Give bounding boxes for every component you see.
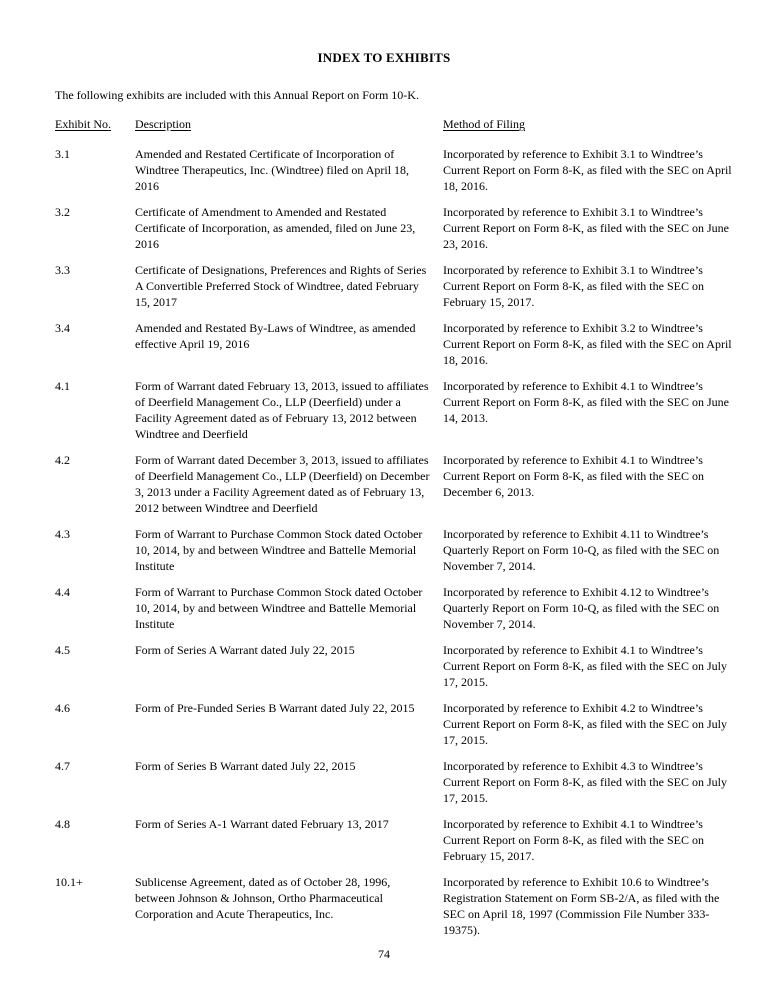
exhibit-row bbox=[55, 204, 735, 252]
exhibit-row bbox=[55, 816, 735, 864]
exhibit-row bbox=[55, 262, 735, 310]
table-header-row bbox=[55, 116, 735, 132]
exhibit-row bbox=[55, 700, 735, 748]
exhibit-method-of-filing: Incorporated by reference to Exhibit 4.1 to Windtree’s Current Report on Form 8-K, as filed with the SEC on June 14, 2013. bbox=[443, 379, 729, 425]
exhibit-description: Form of Series A Warrant dated July 22, 2015 bbox=[135, 643, 355, 657]
exhibit-method-of-filing: Incorporated by reference to Exhibit 3.1 to Windtree’s Current Report on Form 8-K, as filed with the SEC on February 15, 2017. bbox=[443, 263, 704, 309]
exhibit-row bbox=[55, 320, 735, 368]
exhibit-description: Form of Warrant dated December 3, 2013, issued to affiliates of Deerfield Management Co., LLP (Deerfield) on December 3, 2013 under a Facility Agreement dated as of February 13, 2012 between Windtree and Deerfield bbox=[135, 453, 430, 515]
exhibit-table-body bbox=[55, 146, 735, 938]
exhibit-row bbox=[55, 758, 735, 806]
exhibit-description: Form of Pre-Funded Series B Warrant dated July 22, 2015 bbox=[135, 701, 415, 715]
exhibit-method-of-filing: Incorporated by reference to Exhibit 3.1 to Windtree’s Current Report on Form 8-K, as filed with the SEC on June 23, 2016. bbox=[443, 205, 729, 251]
column-header-exhibit-no: Exhibit No. bbox=[55, 117, 111, 131]
exhibit-number: 4.2 bbox=[55, 453, 70, 467]
exhibit-description: Sublicense Agreement, dated as of October 28, 1996, between Johnson & Johnson, Ortho Pharmaceutical Corporation and Acute Therapeutics, Inc. bbox=[135, 875, 391, 921]
exhibit-number: 4.1 bbox=[55, 379, 70, 393]
intro-text: The following exhibits are included with this Annual Report on Form 10-K. bbox=[55, 88, 419, 102]
exhibit-description: Form of Series A-1 Warrant dated February 13, 2017 bbox=[135, 817, 389, 831]
exhibit-row bbox=[55, 642, 735, 690]
exhibit-row bbox=[55, 452, 735, 516]
exhibit-number: 4.7 bbox=[55, 759, 70, 773]
exhibit-number: 3.3 bbox=[55, 263, 70, 277]
exhibit-description: Amended and Restated Certificate of Incorporation of Windtree Therapeutics, Inc. (Windtree) filed on April 18, 2016 bbox=[135, 147, 410, 193]
exhibit-number: 4.3 bbox=[55, 527, 70, 541]
exhibit-method-of-filing: Incorporated by reference to Exhibit 4.12 to Windtree’s Quarterly Report on Form 10-Q, as filed with the SEC on November 7, 2014. bbox=[443, 585, 720, 631]
exhibit-method-of-filing: Incorporated by reference to Exhibit 4.1 to Windtree’s Current Report on Form 8-K, as filed with the SEC on December 6, 2013. bbox=[443, 453, 704, 499]
exhibit-row bbox=[55, 526, 735, 574]
exhibit-description: Amended and Restated By-Laws of Windtree, as amended effective April 19, 2016 bbox=[135, 321, 416, 351]
exhibit-description: Form of Warrant dated February 13, 2013, issued to affiliates of Deerfield Management Co., LLP (Deerfield) under a Facility Agreement dated as of February 13, 2012 between Windtree and Deerfield bbox=[135, 379, 429, 441]
exhibit-row bbox=[55, 584, 735, 632]
page-title: INDEX TO EXHIBITS bbox=[317, 50, 451, 65]
exhibit-description: Form of Series B Warrant dated July 22, 2015 bbox=[135, 759, 356, 773]
exhibit-number: 3.1 bbox=[55, 147, 70, 161]
exhibit-number: 4.4 bbox=[55, 585, 70, 599]
exhibit-method-of-filing: Incorporated by reference to Exhibit 10.6 to Windtree’s Registration Statement on Form SB-2/A, as filed with the SEC on April 18, 1997 (Commission File Number 333-19375). bbox=[443, 875, 720, 937]
exhibit-method-of-filing: Incorporated by reference to Exhibit 4.3 to Windtree’s Current Report on Form 8-K, as filed with the SEC on July 17, 2015. bbox=[443, 759, 727, 805]
page-number: 74 bbox=[378, 947, 390, 961]
exhibit-number: 4.8 bbox=[55, 817, 70, 831]
column-header-description: Description bbox=[135, 117, 191, 131]
exhibit-method-of-filing: Incorporated by reference to Exhibit 3.2 to Windtree’s Current Report on Form 8-K, as filed with the SEC on April 18, 2016. bbox=[443, 321, 732, 367]
exhibit-row bbox=[55, 146, 735, 194]
exhibit-number: 4.6 bbox=[55, 701, 70, 715]
exhibit-description: Form of Warrant to Purchase Common Stock dated October 10, 2014, by and between Windtree and Battelle Memorial Institute bbox=[135, 527, 423, 573]
exhibit-number: 10.1+ bbox=[55, 875, 83, 889]
exhibit-method-of-filing: Incorporated by reference to Exhibit 4.11 to Windtree’s Quarterly Report on Form 10-Q, as filed with the SEC on November 7, 2014. bbox=[443, 527, 720, 573]
exhibit-number: 3.4 bbox=[55, 321, 70, 335]
exhibit-method-of-filing: Incorporated by reference to Exhibit 4.1 to Windtree’s Current Report on Form 8-K, as filed with the SEC on July 17, 2015. bbox=[443, 643, 727, 689]
exhibit-method-of-filing: Incorporated by reference to Exhibit 4.1 to Windtree’s Current Report on Form 8-K, as filed with the SEC on February 15, 2017. bbox=[443, 817, 704, 863]
exhibit-row bbox=[55, 378, 735, 442]
exhibit-description: Certificate of Amendment to Amended and Restated Certificate of Incorporation, as amended, filed on June 23, 2016 bbox=[135, 205, 416, 251]
exhibit-row bbox=[55, 874, 735, 938]
exhibit-number: 3.2 bbox=[55, 205, 70, 219]
column-header-method-of-filing: Method of Filing bbox=[443, 117, 526, 131]
exhibit-description: Form of Warrant to Purchase Common Stock dated October 10, 2014, by and between Windtree and Battelle Memorial Institute bbox=[135, 585, 423, 631]
exhibit-number: 4.5 bbox=[55, 643, 70, 657]
exhibit-description: Certificate of Designations, Preferences and Rights of Series A Convertible Preferred Stock of Windtree, dated February 15, 2017 bbox=[135, 263, 427, 309]
exhibit-method-of-filing: Incorporated by reference to Exhibit 4.2 to Windtree’s Current Report on Form 8-K, as filed with the SEC on July 17, 2015. bbox=[443, 701, 727, 747]
exhibit-method-of-filing: Incorporated by reference to Exhibit 3.1 to Windtree’s Current Report on Form 8-K, as filed with the SEC on April 18, 2016. bbox=[443, 147, 732, 193]
